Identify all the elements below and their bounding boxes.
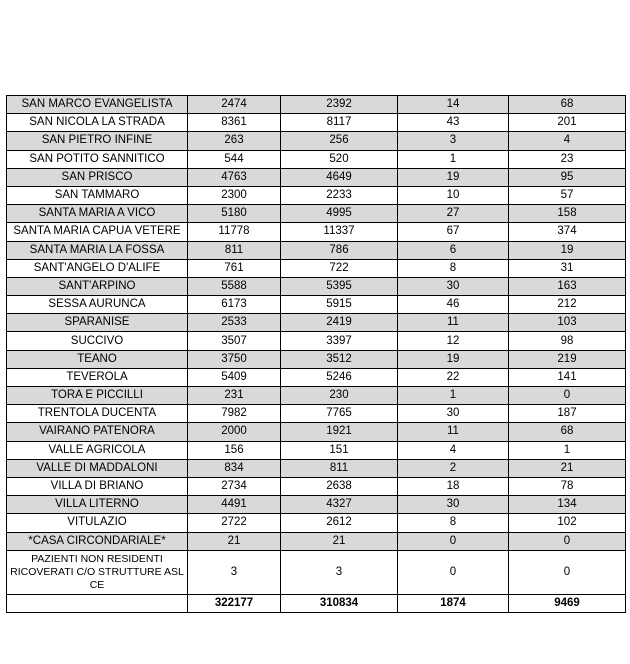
value-cell: 811 [188,241,281,259]
value-cell: 4491 [188,496,281,514]
value-cell: 21 [281,532,398,550]
value-cell: 212 [509,296,626,314]
table-row [7,350,626,368]
table-row [7,205,626,223]
table-row [7,405,626,423]
table-row [7,277,626,295]
value-cell: 18 [398,477,509,495]
municipality-name-cell: SAN NICOLA LA STRADA [7,114,188,132]
table-row [7,441,626,459]
table-row [7,168,626,186]
municipality-name-cell: SANTA MARIA CAPUA VETERE [7,223,188,241]
value-cell: 0 [509,532,626,550]
municipality-name-cell: SAN TAMMARO [7,186,188,204]
municipality-name-cell: VALLE DI MADDALONI [7,459,188,477]
municipality-name-cell: SANTA MARIA LA FOSSA [7,241,188,259]
municipality-name-cell: VALLE AGRICOLA [7,441,188,459]
value-cell: 3512 [281,350,398,368]
value-cell: 11 [398,314,509,332]
value-cell: 2734 [188,477,281,495]
total-value-cell: 9469 [509,594,626,612]
value-cell: 2 [398,459,509,477]
value-cell: 374 [509,223,626,241]
value-cell: 1921 [281,423,398,441]
municipality-name-cell: *CASA CIRCONDARIALE* [7,532,188,550]
value-cell: 2233 [281,186,398,204]
value-cell: 3 [398,132,509,150]
municipality-name-cell: VILLA DI BRIANO [7,477,188,495]
value-cell: 21 [509,459,626,477]
value-cell: 19 [398,168,509,186]
totals-label-cell [7,594,188,612]
value-cell: 5180 [188,205,281,223]
table-row [7,150,626,168]
municipality-name-cell: TRENTOLA DUCENTA [7,405,188,423]
value-cell: 263 [188,132,281,150]
municipality-name-cell: TEANO [7,350,188,368]
value-cell: 68 [509,96,626,114]
value-cell: 95 [509,168,626,186]
value-cell: 31 [509,259,626,277]
value-cell: 43 [398,114,509,132]
municipality-name-cell: TORA E PICCILLI [7,387,188,405]
table-row [7,368,626,386]
value-cell: 156 [188,441,281,459]
table-row [7,423,626,441]
table-row [7,259,626,277]
value-cell: 4 [509,132,626,150]
table-row [7,186,626,204]
value-cell: 134 [509,496,626,514]
value-cell: 2533 [188,314,281,332]
value-cell: 98 [509,332,626,350]
value-cell: 256 [281,132,398,150]
value-cell: 23 [509,150,626,168]
value-cell: 102 [509,514,626,532]
value-cell: 7982 [188,405,281,423]
value-cell: 5915 [281,296,398,314]
value-cell: 14 [398,96,509,114]
table-row [7,550,626,594]
value-cell: 27 [398,205,509,223]
municipality-name-cell: SAN PRISCO [7,168,188,186]
value-cell: 5246 [281,368,398,386]
value-cell: 19 [509,241,626,259]
table-body [7,96,626,613]
value-cell: 10 [398,186,509,204]
municipality-name-cell: VAIRANO PATENORA [7,423,188,441]
municipality-name-cell: PAZIENTI NON RESIDENTI RICOVERATI C/O STRUTTURE ASL CE [7,550,188,594]
municipality-name-cell: SESSA AURUNCA [7,296,188,314]
value-cell: 0 [509,387,626,405]
value-cell: 11778 [188,223,281,241]
value-cell: 8361 [188,114,281,132]
value-cell: 30 [398,405,509,423]
value-cell: 231 [188,387,281,405]
value-cell: 2000 [188,423,281,441]
value-cell: 2474 [188,96,281,114]
table-row [7,132,626,150]
value-cell: 46 [398,296,509,314]
value-cell: 67 [398,223,509,241]
table-row [7,459,626,477]
value-cell: 3507 [188,332,281,350]
value-cell: 2300 [188,186,281,204]
value-cell: 30 [398,496,509,514]
value-cell: 2392 [281,96,398,114]
municipality-name-cell: SPARANISE [7,314,188,332]
value-cell: 21 [188,532,281,550]
value-cell: 2638 [281,477,398,495]
value-cell: 5409 [188,368,281,386]
value-cell: 141 [509,368,626,386]
value-cell: 4995 [281,205,398,223]
table-row [7,332,626,350]
value-cell: 163 [509,277,626,295]
value-cell: 3750 [188,350,281,368]
table-row [7,477,626,495]
value-cell: 3397 [281,332,398,350]
value-cell: 5395 [281,277,398,295]
value-cell: 6 [398,241,509,259]
value-cell: 0 [398,532,509,550]
value-cell: 4763 [188,168,281,186]
value-cell: 7765 [281,405,398,423]
value-cell: 230 [281,387,398,405]
table-row [7,314,626,332]
value-cell: 12 [398,332,509,350]
municipality-name-cell: SANTA MARIA A VICO [7,205,188,223]
value-cell: 834 [188,459,281,477]
table-row [7,296,626,314]
table-row [7,223,626,241]
value-cell: 544 [188,150,281,168]
value-cell: 4327 [281,496,398,514]
value-cell: 2419 [281,314,398,332]
municipality-name-cell: VILLA LITERNO [7,496,188,514]
value-cell: 103 [509,314,626,332]
municipality-name-cell: SAN POTITO SANNITICO [7,150,188,168]
table-row [7,241,626,259]
value-cell: 201 [509,114,626,132]
value-cell: 187 [509,405,626,423]
municipality-name-cell: SUCCIVO [7,332,188,350]
value-cell: 57 [509,186,626,204]
table-row [7,387,626,405]
value-cell: 11337 [281,223,398,241]
value-cell: 8117 [281,114,398,132]
value-cell: 1 [509,441,626,459]
value-cell: 1 [398,150,509,168]
value-cell: 11 [398,423,509,441]
value-cell: 6173 [188,296,281,314]
totals-row [7,594,626,612]
value-cell: 219 [509,350,626,368]
table-row [7,532,626,550]
table-row [7,514,626,532]
value-cell: 8 [398,514,509,532]
total-value-cell: 1874 [398,594,509,612]
value-cell: 8 [398,259,509,277]
value-cell: 22 [398,368,509,386]
table-row [7,96,626,114]
value-cell: 3 [281,550,398,594]
value-cell: 151 [281,441,398,459]
table-row [7,496,626,514]
value-cell: 761 [188,259,281,277]
value-cell: 4 [398,441,509,459]
value-cell: 520 [281,150,398,168]
value-cell: 2722 [188,514,281,532]
table-row [7,114,626,132]
value-cell: 811 [281,459,398,477]
municipality-name-cell: SAN PIETRO INFINE [7,132,188,150]
municipality-name-cell: SANT'ARPINO [7,277,188,295]
value-cell: 19 [398,350,509,368]
municipality-name-cell: SANT'ANGELO D'ALIFE [7,259,188,277]
value-cell: 30 [398,277,509,295]
municipality-name-cell: TEVEROLA [7,368,188,386]
value-cell: 68 [509,423,626,441]
value-cell: 2612 [281,514,398,532]
municipality-name-cell: SAN MARCO EVANGELISTA [7,96,188,114]
value-cell: 1 [398,387,509,405]
value-cell: 78 [509,477,626,495]
municipality-name-cell: VITULAZIO [7,514,188,532]
value-cell: 0 [398,550,509,594]
value-cell: 158 [509,205,626,223]
value-cell: 3 [188,550,281,594]
total-value-cell: 322177 [188,594,281,612]
value-cell: 5588 [188,277,281,295]
data-table [6,95,626,613]
value-cell: 0 [509,550,626,594]
total-value-cell: 310834 [281,594,398,612]
value-cell: 4649 [281,168,398,186]
value-cell: 722 [281,259,398,277]
value-cell: 786 [281,241,398,259]
